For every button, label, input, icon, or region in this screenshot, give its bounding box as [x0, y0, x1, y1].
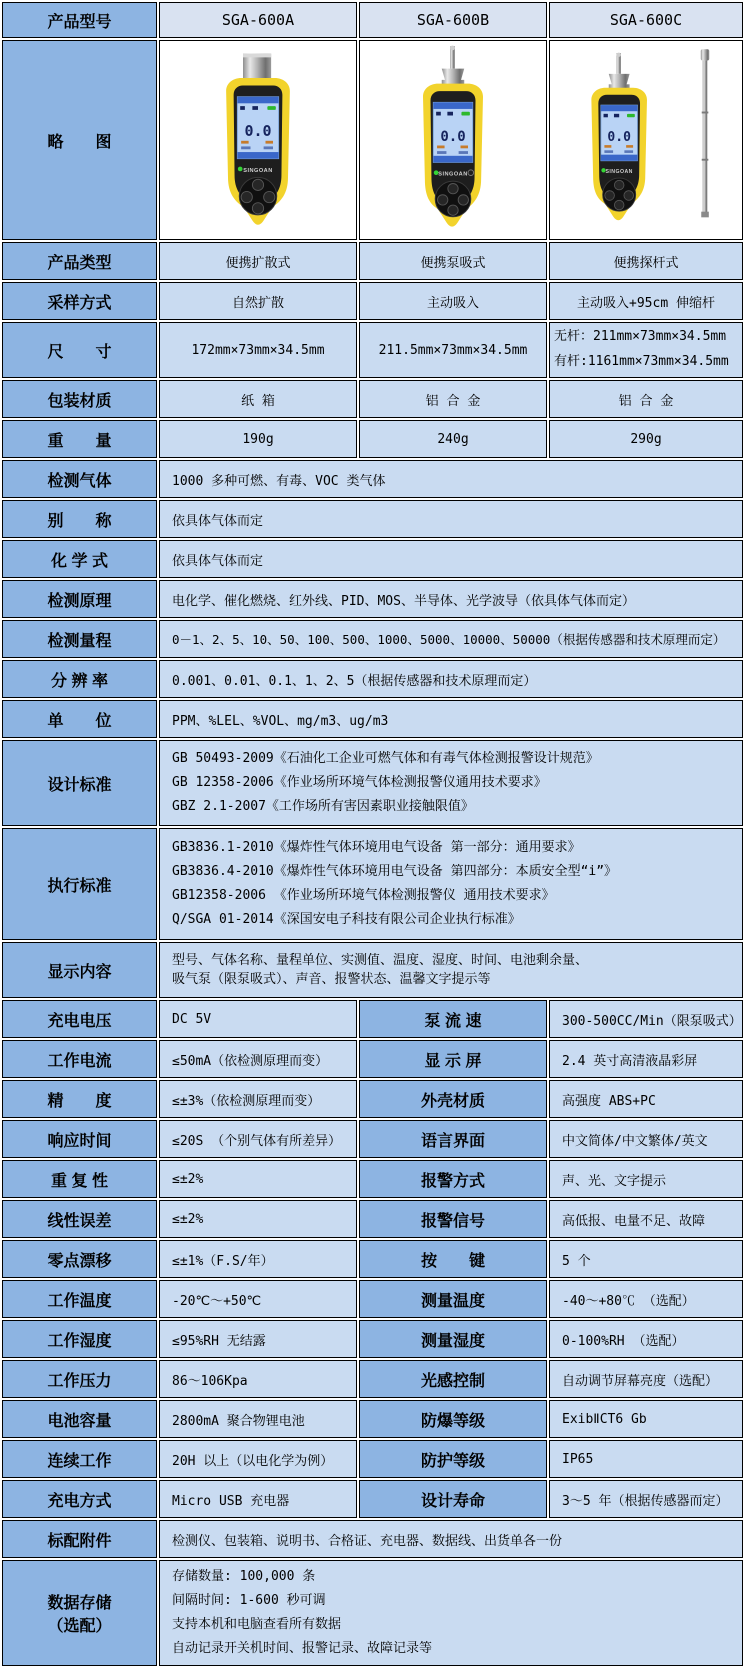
table-row — [2, 620, 743, 658]
label-display-screen: 显 示 屏 — [359, 1040, 547, 1078]
response-time-value: ≤20S （个别气体有所差异） — [159, 1120, 357, 1158]
design-standard-line: GBZ 2.1-2007《工作场所有害因素职业接触限值》 — [172, 799, 474, 815]
model-name-a: SGA-600A — [159, 2, 357, 38]
packaging-c: 铝 合 金 — [549, 380, 743, 418]
detection-range-value: 0－1、2、5、10、50、100、500、1000、5000、10000、50000（根据传感器和技术原理而定） — [159, 620, 743, 658]
label-detected-gas: 检测气体 — [2, 460, 157, 498]
table-row — [2, 828, 743, 940]
executive-standard-value — [159, 828, 743, 940]
product-type-a: 便携扩散式 — [159, 242, 357, 280]
label-design-standard: 设计标准 — [2, 740, 157, 826]
sampling-b: 主动吸入 — [359, 282, 547, 320]
table-row — [2, 380, 743, 418]
label-shell-material: 外壳材质 — [359, 1080, 547, 1118]
alarm-signal-value: 高低报、电量不足、故障 — [549, 1200, 743, 1238]
table-row — [2, 500, 743, 538]
label-measure-temperature: 测量温度 — [359, 1280, 547, 1318]
table-row — [2, 660, 743, 698]
data-storage-line: 存储数量: 100,000 条 — [172, 1568, 316, 1584]
telescopic-rod — [701, 49, 710, 217]
table-row — [2, 1160, 743, 1198]
weight-b: 240g — [359, 420, 547, 458]
dimensions-a: 172mm×73mm×34.5mm — [159, 322, 357, 378]
sketch-cell-b — [359, 40, 547, 240]
dimensions-c — [549, 322, 743, 378]
charge-voltage-value: DC 5V — [159, 1000, 357, 1038]
label-alarm-mode: 报警方式 — [359, 1160, 547, 1198]
table-row — [2, 242, 743, 280]
device-image-sga-600c — [561, 43, 731, 233]
working-humidity-value: ≤95%RH 无结露 — [159, 1320, 357, 1358]
label-sketch: 略 图 — [2, 40, 157, 240]
screen-reading: 0.0 — [607, 129, 631, 145]
label-pump-flow: 泵 流 速 — [359, 1000, 547, 1038]
weight-a: 190g — [159, 420, 357, 458]
detection-principle-value: 电化学、催化燃烧、红外线、PID、MOS、半导体、光学波导（依具体气体而定） — [159, 580, 743, 618]
label-product-model: 产品型号 — [2, 2, 157, 38]
sampling-a: 自然扩散 — [159, 282, 357, 320]
measure-temperature-value: -40～+80℃ （选配） — [549, 1280, 743, 1318]
model-name-c: SGA-600C — [549, 2, 743, 38]
label-keys: 按 键 — [359, 1240, 547, 1278]
zero-drift-value: ≤±1%（F.S/年） — [159, 1240, 357, 1278]
label-protection-grade: 防护等级 — [359, 1440, 547, 1478]
data-storage-line: 自动记录开关机时间、报警记录、故障记录等 — [172, 1641, 433, 1657]
data-storage-label-line2: （选配） — [47, 1618, 112, 1635]
packaging-b: 铝 合 金 — [359, 380, 547, 418]
table-row — [2, 1480, 743, 1518]
label-display-content: 显示内容 — [2, 942, 157, 998]
working-temperature-value: -20℃～+50℃ — [159, 1280, 357, 1318]
packaging-a: 纸 箱 — [159, 380, 357, 418]
label-linearity-error: 线性误差 — [2, 1200, 157, 1238]
label-accuracy: 精 度 — [2, 1080, 157, 1118]
resolution-value: 0.001、0.01、0.1、1、2、5（根据传感器和技术原理而定） — [159, 660, 743, 698]
explosion-proof-grade-value: ExibⅡCT6 Gb — [549, 1400, 743, 1438]
table-row — [2, 1240, 743, 1278]
table-row — [2, 942, 743, 998]
label-chemical-formula: 化 学 式 — [2, 540, 157, 578]
data-storage-label-line1: 数据存储 — [47, 1595, 112, 1612]
battery-capacity-value: 2800mA 聚合物锂电池 — [159, 1400, 357, 1438]
label-resolution: 分 辨 率 — [2, 660, 157, 698]
pump-flow-value: 300-500CC/Min（限泵吸式） — [549, 1000, 743, 1038]
table-row — [2, 540, 743, 578]
label-unit: 单 位 — [2, 700, 157, 738]
label-zero-drift: 零点漂移 — [2, 1240, 157, 1278]
alias-value: 依具体气体而定 — [159, 500, 743, 538]
label-alarm-signal: 报警信号 — [359, 1200, 547, 1238]
label-repeatability: 重 复 性 — [2, 1160, 157, 1198]
status-led — [238, 167, 243, 172]
keys-value: 5 个 — [549, 1240, 743, 1278]
label-working-current: 工作电流 — [2, 1040, 157, 1078]
charge-method-value: Micro USB 充电器 — [159, 1480, 357, 1518]
continuous-work-value: 20H 以上（以电化学为例） — [159, 1440, 357, 1478]
table-row — [2, 1120, 743, 1158]
table-row — [2, 2, 743, 38]
accuracy-value: ≤±3%（依检测原理而变） — [159, 1080, 357, 1118]
label-explosion-proof-grade: 防爆等级 — [359, 1400, 547, 1438]
data-storage-line: 间隔时间: 1-600 秒可调 — [172, 1592, 326, 1608]
brand-text: SINGOAN — [438, 171, 468, 178]
display-content-line: 吸气泵（限泵吸式）、声音、报警状态、温馨文字提示等 — [172, 972, 491, 987]
weight-c: 290g — [549, 420, 743, 458]
table-row — [2, 1040, 743, 1078]
table-row — [2, 322, 743, 378]
design-standard-line: GB 50493-2009《石油化工企业可燃气体和有毒气体检测报警设计规范》 — [172, 750, 599, 766]
label-working-temperature: 工作温度 — [2, 1280, 157, 1318]
label-detection-range: 检测量程 — [2, 620, 157, 658]
label-weight: 重 量 — [2, 420, 157, 458]
device-image-sga-600a — [183, 43, 333, 233]
label-executive-standard: 执行标准 — [2, 828, 157, 940]
executive-standard-line: GB3836.1-2010《爆炸性气体环境用电气设备 第一部分：通用要求》 — [172, 839, 581, 855]
label-working-pressure: 工作压力 — [2, 1360, 157, 1398]
table-row — [2, 1560, 743, 1666]
shell-material-value: 高强度 ABS+PC — [549, 1080, 743, 1118]
label-alias: 别 称 — [2, 500, 157, 538]
table-row — [2, 40, 743, 240]
repeatability-value: ≤±2% — [159, 1160, 357, 1198]
table-row — [2, 700, 743, 738]
detected-gas-value: 1000 多种可燃、有毒、VOC 类气体 — [159, 460, 743, 498]
design-standard-line: GB 12358-2006《作业场所环境气体检测报警仪通用技术要求》 — [172, 774, 547, 790]
dimensions-b: 211.5mm×73mm×34.5mm — [359, 322, 547, 378]
display-content-line: 型号、气体名称、量程单位、实测值、温度、湿度、时间、电池剩余量、 — [172, 952, 589, 968]
dimensions-c-line2: 有杆:1161mm×73mm×34.5mm — [554, 354, 729, 369]
table-row — [2, 1440, 743, 1478]
label-data-storage — [2, 1560, 157, 1666]
linearity-error-value: ≤±2% — [159, 1200, 357, 1238]
display-screen-value: 2.4 英寸高清液晶彩屏 — [549, 1040, 743, 1078]
table-row — [2, 1360, 743, 1398]
label-sampling-method: 采样方式 — [2, 282, 157, 320]
label-charge-voltage: 充电电压 — [2, 1000, 157, 1038]
label-detection-principle: 检测原理 — [2, 580, 157, 618]
table-row — [2, 460, 743, 498]
working-pressure-value: 86～106Kpa — [159, 1360, 357, 1398]
brand-text: SINGOAN — [243, 167, 273, 174]
label-product-type: 产品类型 — [2, 242, 157, 280]
chemical-formula-value: 依具体气体而定 — [159, 540, 743, 578]
executive-standard-line: GB12358-2006 《作业场所环境气体检测报警仪 通用技术要求》 — [172, 888, 555, 903]
executive-standard-line: Q/SGA 01-2014《深国安电子科技有限公司企业执行标准》 — [172, 912, 521, 928]
label-continuous-work: 连续工作 — [2, 1440, 157, 1478]
sampling-c: 主动吸入+95cm 伸缩杆 — [549, 282, 743, 320]
device-image-sga-600b — [378, 43, 528, 233]
design-life-value: 3～5 年（根据传感器而定） — [549, 1480, 743, 1518]
data-storage-line: 支持本机和电脑查看所有数据 — [172, 1617, 342, 1632]
sketch-cell-a — [159, 40, 357, 240]
label-packaging-material: 包装材质 — [2, 380, 157, 418]
dimensions-c-line1: 无杆：211mm×73mm×34.5mm — [554, 329, 727, 345]
unit-value: PPM、%LEL、%VOL、mg/m3、ug/m3 — [159, 700, 743, 738]
working-current-value: ≤50mA（依检测原理而变） — [159, 1040, 357, 1078]
design-standard-value — [159, 740, 743, 826]
table-row — [2, 1200, 743, 1238]
light-control-value: 自动调节屏幕亮度（选配） — [549, 1360, 743, 1398]
sketch-cell-c — [549, 40, 743, 240]
label-dimensions: 尺 寸 — [2, 322, 157, 378]
table-row — [2, 740, 743, 826]
label-working-humidity: 工作湿度 — [2, 1320, 157, 1358]
label-response-time: 响应时间 — [2, 1120, 157, 1158]
table-row — [2, 1520, 743, 1558]
screen-reading: 0.0 — [440, 128, 466, 145]
label-design-life: 设计寿命 — [359, 1480, 547, 1518]
label-charge-method: 充电方式 — [2, 1480, 157, 1518]
table-row — [2, 420, 743, 458]
label-accessories: 标配附件 — [2, 1520, 157, 1558]
label-light-control: 光感控制 — [359, 1360, 547, 1398]
data-storage-value — [159, 1560, 743, 1666]
product-type-b: 便携泵吸式 — [359, 242, 547, 280]
protection-grade-value: IP65 — [549, 1440, 743, 1478]
product-type-c: 便携探杆式 — [549, 242, 743, 280]
label-language-ui: 语言界面 — [359, 1120, 547, 1158]
table-row — [2, 282, 743, 320]
executive-standard-line: GB3836.4-2010《爆炸性气体环境用电气设备 第四部分：本质安全型“i”》 — [172, 863, 618, 879]
table-row — [2, 1280, 743, 1318]
table-row — [2, 580, 743, 618]
label-measure-humidity: 测量湿度 — [359, 1320, 547, 1358]
table-row — [2, 1080, 743, 1118]
language-ui-value: 中文简体/中文繁体/英文 — [549, 1120, 743, 1158]
brand-text: SINGOAN — [605, 168, 633, 175]
display-content-value — [159, 942, 743, 998]
accessories-value: 检测仪、包装箱、说明书、合格证、充电器、数据线、出货单各一份 — [159, 1520, 743, 1558]
model-name-b: SGA-600B — [359, 2, 547, 38]
table-row — [2, 1000, 743, 1038]
measure-humidity-value: 0-100%RH （选配） — [549, 1320, 743, 1358]
table-row — [2, 1320, 743, 1358]
alarm-mode-value: 声、光、文字提示 — [549, 1160, 743, 1198]
table-row — [2, 1400, 743, 1438]
label-battery-capacity: 电池容量 — [2, 1400, 157, 1438]
screen-reading: 0.0 — [244, 122, 272, 141]
